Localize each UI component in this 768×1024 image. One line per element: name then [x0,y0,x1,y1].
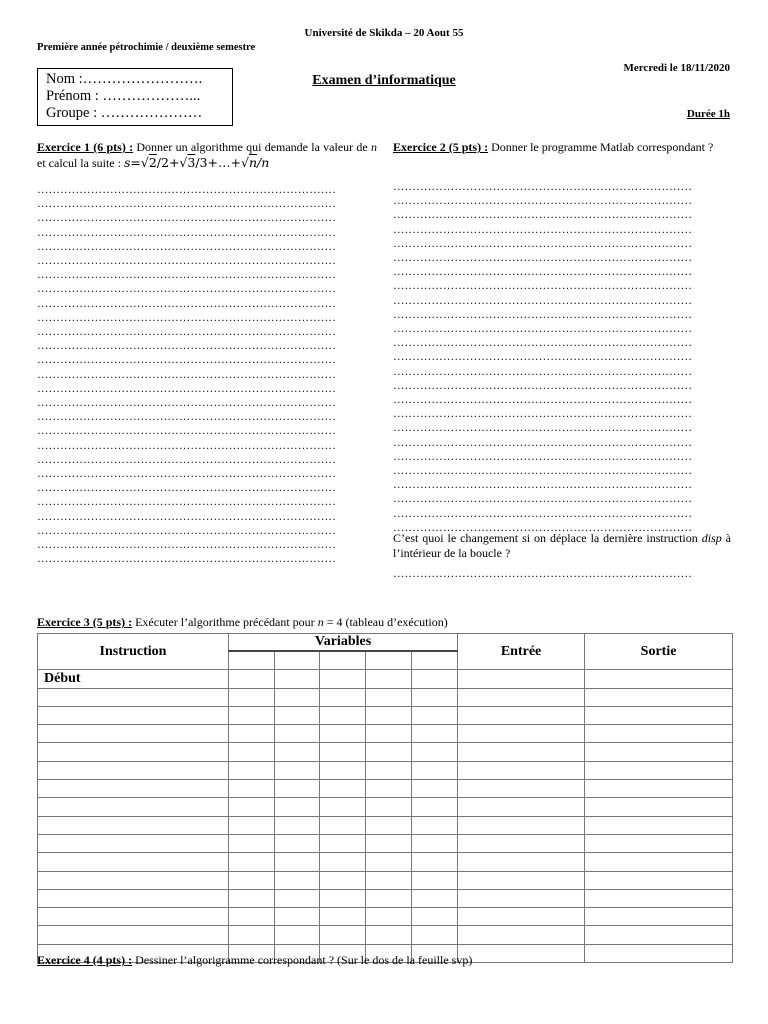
table-cell[interactable] [412,706,458,724]
table-cell[interactable] [458,780,585,798]
dotted-answer-line[interactable]: …………………………………………………………………… [37,496,336,509]
table-row [38,926,733,944]
dotted-answer-line[interactable]: …………………………………………………………………… [393,379,692,392]
table-cell[interactable] [38,725,229,743]
university-name: Université de Skikda – 20 Aout 55 [304,27,464,39]
table-cell[interactable] [38,761,229,779]
dotted-answer-line[interactable]: …………………………………………………………………… [393,365,692,378]
table-cell[interactable] [366,908,412,926]
table-cell[interactable] [366,706,412,724]
table-cell[interactable] [38,889,229,907]
table-cell[interactable] [229,926,275,944]
table-cell[interactable] [366,853,412,871]
table-cell[interactable] [412,725,458,743]
exam-duration: Durée 1h [686,108,730,120]
table-cell[interactable] [366,889,412,907]
dotted-answer-line[interactable]: …………………………………………………………………… [37,439,336,452]
table-row [38,908,733,926]
table-cell[interactable] [275,853,320,871]
table-cell[interactable] [320,853,366,871]
dotted-answer-line[interactable]: …………………………………………………………………… [37,553,336,566]
table-cell[interactable] [229,670,275,688]
table-cell[interactable] [275,670,320,688]
table-cell[interactable] [38,908,229,926]
dotted-answer-line[interactable]: …………………………………………………………………… [37,283,336,296]
table-row [38,743,733,761]
table-row [38,761,733,779]
table-cell[interactable] [585,688,733,706]
dotted-answer-line[interactable]: …………………………………………………………………… [37,453,336,466]
table-row [38,853,733,871]
table-cell[interactable] [412,834,458,852]
table-cell[interactable] [275,871,320,889]
table-cell[interactable] [366,871,412,889]
table-cell[interactable] [366,780,412,798]
table-cell[interactable] [585,761,733,779]
table-cell[interactable] [320,908,366,926]
dotted-answer-line[interactable]: …………………………………………………………………… [393,436,692,449]
table-cell[interactable] [38,834,229,852]
table-cell[interactable] [458,853,585,871]
table-cell[interactable] [275,688,320,706]
table-cell[interactable] [320,889,366,907]
dotted-answer-line[interactable]: …………………………………………………………………… [393,237,692,250]
table-cell[interactable] [275,725,320,743]
table-cell[interactable] [458,871,585,889]
table-cell[interactable] [366,816,412,834]
table-row [38,798,733,816]
table-cell[interactable] [412,816,458,834]
table-cell[interactable]: Début [38,670,229,688]
dotted-answer-line[interactable]: …………………………………………………………………… [393,408,692,421]
dotted-answer-line[interactable]: …………………………………………………………………… [393,394,692,407]
table-cell[interactable] [458,834,585,852]
exam-date: Mercredi le 18/11/2020 [623,62,730,74]
table-cell[interactable] [38,926,229,944]
col-entree-header: Entrée [458,634,585,670]
table-cell[interactable] [458,798,585,816]
dotted-answer-line[interactable]: …………………………………………………………………… [393,294,692,307]
variable-col-3[interactable] [320,651,366,670]
table-cell[interactable] [275,761,320,779]
exercise-2-question-answer-line[interactable]: …………………………………………………………………… [393,568,692,580]
table-cell[interactable] [275,743,320,761]
table-cell[interactable] [320,834,366,852]
table-row [38,780,733,798]
table-cell[interactable] [229,889,275,907]
table-cell[interactable] [229,816,275,834]
table-cell[interactable] [458,725,585,743]
table-cell[interactable] [229,761,275,779]
table-cell[interactable] [275,816,320,834]
dotted-answer-line[interactable]: …………………………………………………………………… [393,308,692,321]
table-cell[interactable] [412,871,458,889]
sequence-formula: s=√2/2+√3/3+…+√n/n [123,155,270,170]
nom-field[interactable]: Nom :……………………. [46,71,203,87]
table-cell[interactable] [229,853,275,871]
dotted-answer-line[interactable]: …………………………………………………………………… [37,269,336,282]
table-cell[interactable] [38,798,229,816]
table-cell[interactable] [320,798,366,816]
dotted-answer-line[interactable]: …………………………………………………………………… [393,223,692,236]
table-cell[interactable] [458,761,585,779]
table-cell[interactable] [458,908,585,926]
dotted-answer-line[interactable]: …………………………………………………………………… [393,507,692,520]
dotted-answer-line[interactable]: …………………………………………………………………… [393,181,692,193]
exercise-1-statement [37,139,377,171]
table-cell[interactable] [412,889,458,907]
dotted-answer-line[interactable]: …………………………………………………………………… [393,465,692,478]
table-cell[interactable] [585,926,733,944]
dotted-answer-line[interactable]: …………………………………………………………………… [37,226,336,239]
col-variables-header: Variables [229,634,458,652]
variable-col-1[interactable] [229,651,275,670]
dotted-answer-line[interactable]: …………………………………………………………………… [37,524,336,537]
table-cell[interactable] [585,816,733,834]
table-cell[interactable] [38,816,229,834]
dotted-answer-line[interactable]: …………………………………………………………………… [37,397,336,410]
exercise-1-label: Exercice 1 (6 pts) : [37,140,134,154]
table-cell[interactable] [275,889,320,907]
dotted-answer-line[interactable]: …………………………………………………………………… [37,411,336,424]
table-cell[interactable] [38,780,229,798]
table-cell[interactable] [275,834,320,852]
table-cell[interactable] [458,944,585,962]
dotted-answer-line[interactable]: …………………………………………………………………… [393,323,692,336]
table-row [38,834,733,852]
table-cell[interactable] [458,889,585,907]
table-cell[interactable] [412,908,458,926]
table-cell[interactable] [320,688,366,706]
table-cell[interactable] [366,743,412,761]
table-cell[interactable] [320,725,366,743]
table-cell[interactable] [458,816,585,834]
dotted-answer-line[interactable]: …………………………………………………………………… [393,280,692,293]
dotted-answer-line[interactable]: …………………………………………………………………… [37,510,336,523]
dotted-answer-line[interactable]: …………………………………………………………………… [37,539,336,552]
table-cell[interactable] [275,926,320,944]
dotted-answer-line[interactable]: …………………………………………………………………… [37,468,336,481]
exercise-4-statement: Exercice 4 (4 pts) : Dessiner l’algorigramme correspondant ? (Sur le dos de la feuille svp) [37,953,473,967]
table-cell[interactable] [366,834,412,852]
dotted-answer-line[interactable]: …………………………………………………………………… [37,297,336,310]
program-line: Première année pétrochimie / deuxième semestre [37,42,256,53]
prenom-field[interactable]: Prénom : ………………... [46,88,201,104]
variable-col-2[interactable] [275,651,320,670]
table-cell[interactable] [229,871,275,889]
table-cell[interactable] [412,761,458,779]
dotted-answer-line[interactable]: …………………………………………………………………… [37,382,336,395]
col-instruction-header: Instruction [38,634,229,670]
table-cell[interactable] [585,853,733,871]
table-cell[interactable] [320,706,366,724]
table-cell[interactable] [275,780,320,798]
dotted-answer-line[interactable]: …………………………………………………………………… [37,354,336,367]
exam-title: Examen d’informatique [312,73,456,88]
table-row [38,688,733,706]
exercise-4-label: Exercice 4 (4 pts) : [37,953,133,967]
execution-table [37,633,733,963]
table-cell[interactable] [229,706,275,724]
table-row [38,871,733,889]
table-cell[interactable] [412,853,458,871]
exercise-2-label: Exercice 2 (5 pts) : [393,140,489,154]
table-cell[interactable] [585,743,733,761]
dotted-answer-line[interactable]: …………………………………………………………………… [37,240,336,253]
student-id-box [37,68,233,126]
table-cell[interactable] [585,908,733,926]
table-cell[interactable] [585,871,733,889]
variable-col-5[interactable] [412,651,458,670]
table-cell[interactable] [366,670,412,688]
table-cell[interactable] [585,834,733,852]
exercise-1-text-a: Donner un algorithme qui demande la valeur de [133,140,371,154]
table-cell[interactable] [229,798,275,816]
exercise-3-statement: Exercice 3 (5 pts) : Exécuter l’algorithme précédant pour n = 4 (tableau d’exécution) [37,615,448,629]
dotted-answer-line[interactable]: …………………………………………………………………… [393,351,692,364]
table-cell[interactable] [585,706,733,724]
exercise-1-text-b: et calcul la suite : [37,156,124,170]
table-cell[interactable] [366,688,412,706]
table-cell[interactable] [412,743,458,761]
table-cell[interactable] [38,871,229,889]
table-cell[interactable] [229,908,275,926]
groupe-field[interactable]: Groupe : ………………… [46,105,203,121]
dotted-answer-line[interactable]: …………………………………………………………………… [393,422,692,435]
table-cell[interactable] [320,816,366,834]
dotted-answer-line[interactable]: …………………………………………………………………… [37,326,336,339]
table-cell[interactable] [320,761,366,779]
table-cell[interactable] [458,670,585,688]
table-row [38,889,733,907]
dotted-answer-line[interactable]: …………………………………………………………………… [37,255,336,268]
dotted-answer-line[interactable]: …………………………………………………………………… [393,195,692,208]
dotted-answer-line[interactable]: …………………………………………………………………… [37,311,336,324]
table-cell[interactable] [38,853,229,871]
exercise-2-text: Donner le programme Matlab correspondant ? [488,140,714,154]
table-row [38,816,733,834]
table-row [38,670,733,688]
exercise-2-statement [393,139,731,155]
dotted-answer-line[interactable]: …………………………………………………………………… [37,368,336,381]
table-cell[interactable] [585,798,733,816]
table-cell[interactable] [229,834,275,852]
exercise-3-label: Exercice 3 (5 pts) : [37,615,133,629]
execution-table-body [38,670,733,963]
table-cell[interactable] [366,725,412,743]
exercise-2-question: C’est quoi le changement si on déplace la dernière instruction disp à l’intérieur de la boucle ? [393,531,732,560]
dotted-answer-line[interactable]: …………………………………………………………………… [37,212,336,225]
table-cell[interactable] [366,798,412,816]
table-cell[interactable] [275,908,320,926]
table-cell[interactable] [38,706,229,724]
table-cell[interactable] [585,725,733,743]
dotted-answer-line[interactable]: …………………………………………………………………… [37,184,336,196]
table-cell[interactable] [275,706,320,724]
table-cell[interactable] [320,743,366,761]
table-cell[interactable] [458,926,585,944]
table-row [38,725,733,743]
table-cell[interactable] [412,798,458,816]
table-cell[interactable] [275,798,320,816]
table-cell[interactable] [458,743,585,761]
table-cell[interactable] [366,761,412,779]
dotted-answer-line[interactable]: …………………………………………………………………… [393,252,692,265]
table-cell[interactable] [585,670,733,688]
table-cell[interactable] [320,670,366,688]
table-cell[interactable] [229,743,275,761]
dotted-answer-line[interactable]: …………………………………………………………………… [37,198,336,211]
table-cell[interactable] [412,926,458,944]
dotted-answer-line[interactable]: …………………………………………………………………… [393,209,692,222]
exercise-2-answer-area[interactable] [393,180,729,535]
table-cell[interactable] [412,780,458,798]
dotted-answer-line[interactable]: …………………………………………………………………… [393,479,692,492]
table-cell[interactable] [585,944,733,962]
table-cell[interactable] [412,670,458,688]
dotted-answer-line[interactable]: …………………………………………………………………… [37,340,336,353]
table-cell[interactable] [458,706,585,724]
table-cell[interactable] [320,780,366,798]
col-sortie-header: Sortie [585,634,733,670]
table-cell[interactable] [229,688,275,706]
dotted-answer-line[interactable]: …………………………………………………………………… [393,266,692,279]
table-cell[interactable] [229,780,275,798]
table-cell[interactable] [412,688,458,706]
dotted-answer-line[interactable]: …………………………………………………………………… [37,425,336,438]
table-cell[interactable] [366,926,412,944]
dotted-answer-line[interactable]: …………………………………………………………………… [393,521,692,534]
dotted-answer-line[interactable]: …………………………………………………………………… [393,337,692,350]
table-cell[interactable] [458,688,585,706]
table-cell[interactable] [320,926,366,944]
table-cell[interactable] [585,780,733,798]
table-cell[interactable] [38,743,229,761]
table-cell[interactable] [229,725,275,743]
exercise-1-answer-area[interactable] [37,183,373,566]
exercise-1-var-n: n [371,140,377,154]
table-row [38,706,733,724]
variable-col-4[interactable] [366,651,412,670]
dotted-answer-line[interactable]: …………………………………………………………………… [393,450,692,463]
dotted-answer-line[interactable]: …………………………………………………………………… [37,482,336,495]
table-cell[interactable] [585,889,733,907]
dotted-answer-line[interactable]: …………………………………………………………………… [393,493,692,506]
table-cell[interactable] [38,688,229,706]
table-cell[interactable] [320,871,366,889]
